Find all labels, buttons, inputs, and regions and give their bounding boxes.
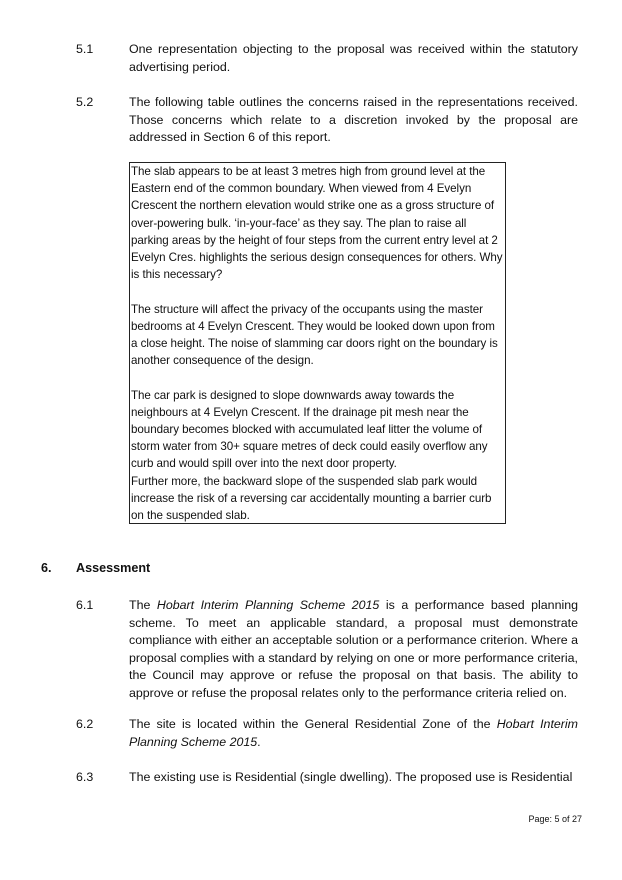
paragraph-text: [129, 716, 582, 751]
text-run: .: [257, 734, 261, 749]
paragraph-number: 6.2: [76, 717, 94, 731]
paragraph-number: 6.1: [76, 598, 94, 612]
representation-paragraph: The car park is designed to slope downwards away towards the neighbours at 4 Evelyn Crescent. If the drainage pit mesh near the boundary becomes blocked with accumulated leaf litter the volume of storm water from 30+ square metres of deck could easily overflow any curb and would spill over into the next door property.: [131, 388, 488, 471]
paragraph-text: The existing use is Residential (single dwelling). The proposed use is Residential: [129, 770, 573, 784]
scheme-title: Hobart Interim Planning Scheme 2015: [129, 717, 582, 749]
representation-paragraph: Further more, the backward slope of the suspended slab park would increase the risk of a reversing car accidentally mounting a barrier curb on the suspended slab.: [131, 474, 492, 523]
paragraph-number: 5.2: [76, 95, 94, 109]
text-run: The: [129, 598, 157, 612]
paragraph-number: 5.1: [76, 42, 94, 56]
page-number: Page: 5 of 27: [528, 814, 582, 824]
representation-table: [129, 162, 506, 524]
paragraph-spacer: [131, 369, 504, 386]
text-run: is a performance based planning scheme. To meet an applicable standard, a proposal must demonstrate compliance with either an acceptable solution or a performance criterion. Where a proposal complies with a standard by relying on one or more performance criteria, the Council may approve or refuse the proposal on that basis. The ability to approve or refuse the proposal relates only to the performance criteria relied on.: [129, 598, 582, 700]
representation-paragraph: The slab appears to be at least 3 metres high from ground level at the Eastern end of the common boundary. When viewed from 4 Evelyn Crescent the northern elevation would strike one as a gross structure of over-powering bulk. ‘in-your-face’ as they say. The plan to raise all parking areas by the height of four steps from the current entry level at 2 Evelyn Cres. highlights the serious design consequences for others. Why is this necessary?: [131, 165, 503, 282]
paragraph-spacer: [131, 283, 504, 300]
paragraph-text: [129, 597, 582, 702]
paragraph-text: The following table outlines the concerns raised in the representations received. Those concerns which relate to a discretion invoked by the proposal are addressed in Section 6 of this report.: [129, 95, 578, 144]
paragraph-text: One representation objecting to the proposal was received within the statutory advertising period.: [129, 42, 578, 74]
paragraph-number: 6.3: [76, 770, 94, 784]
text-run: The site is located within the General Residential Zone of the: [129, 717, 497, 731]
section-number: 6.: [41, 561, 52, 575]
section-heading: Assessment: [76, 561, 151, 575]
scheme-title: Hobart Interim Planning Scheme 2015: [156, 598, 380, 612]
representation-paragraph: The structure will affect the privacy of the occupants using the master bedrooms at 4 Evelyn Crescent. They would be looked down upon from a close height. The noise of slamming car doors right on the boundary is another consequence of the design.: [131, 302, 498, 368]
